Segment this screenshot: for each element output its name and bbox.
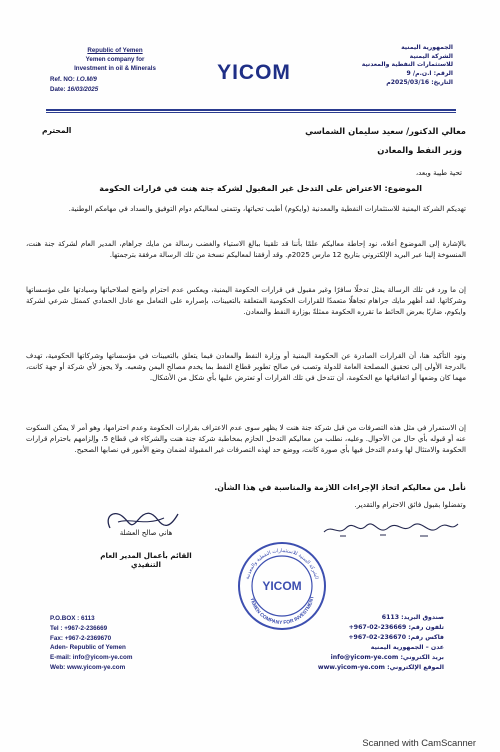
footer-email-row-en: [50, 653, 200, 663]
closing-line: وتفضلوا بقبول فائق الاحترام والتقدير.: [354, 500, 466, 509]
footer-fax-en: Fax: +967-2-2369670: [50, 634, 112, 642]
footer-email-label-ar: بريد الكتروني:: [400, 653, 444, 661]
signer-name: هاني صالح العشلة: [119, 529, 173, 537]
greeting: تحية طيبة وبعد،: [415, 168, 462, 177]
footer-web-label-en: Web:: [50, 663, 66, 671]
company-name-ar-line1: الشركة اليمنية: [409, 52, 453, 60]
scanner-watermark: Scanned with CamScanner: [362, 737, 476, 748]
date-label-en: Date:: [50, 85, 66, 93]
date-row-en: [50, 85, 180, 94]
footer-web-row-ar: [284, 663, 444, 673]
date-value-ar: 2025/03/16م: [386, 78, 430, 86]
ref-label-en: Ref. NO:: [50, 75, 75, 83]
date-label-ar: التاريخ:: [431, 78, 453, 86]
ref-row-en: [50, 75, 180, 84]
signer-title: القائم بأعمال المدير العام التنفيذي: [100, 551, 192, 569]
company-name-ar-line2: للاستثمارات النفطية والمعدنية: [361, 61, 453, 69]
footer-email-link-ar[interactable]: info@yicom-ye.com: [330, 653, 399, 661]
footer-address-ar: عدن – الجمهورية اليمنية: [370, 643, 444, 651]
paragraph-3: إن ما ورد في تلك الرسالة يمثل تدخلًا سافرًا وغير مقبول في قرارات الحكومة اليمنية، ويعكس عدم احترام واضح لصلاحياتها وسيادتها على مؤسساتها وشركاتها. لقد أظهر مايك جراهام تجاهلًا متعمدًا للقرارات الحكومية المتعلقة بالتعيينات، بإصراره على التعامل مع عادل الحمادي كممثل شرعي لشركة وايكوم، ضاربًا بعرض الحائط ما تقرره الحكومة ممثلةً بوزارة النفط والمعادن.: [26, 285, 466, 316]
footer-email-link-en[interactable]: info@yicom-ye.com: [72, 654, 133, 662]
footer-fax-label-ar: فاكس رقم:: [408, 633, 444, 641]
footer-address-en: Aden- Republic of Yemen: [50, 644, 126, 652]
paragraph-1: تهديكم الشركة اليمنية للاستثمارات النفطية والمعدنية (وايكوم) أطيب تحياتها، وتتمنى لمعاليكم دوام التوفيق والسداد في مهامكم الوطنية.: [68, 204, 466, 213]
addressee-position: وزير النفط والمعادن: [377, 145, 462, 155]
footer-contact-english: [50, 614, 200, 673]
footer-web-link-ar[interactable]: www.yicom-ye.com: [317, 663, 385, 671]
svg-text:الشركة اليمنية للاستثمارات الن: الشركة اليمنية للاستثمارات النفطية والمعدنية: [244, 547, 320, 581]
footer-tel-row-ar: [284, 623, 444, 633]
date-value-en: 16/03/2025: [67, 85, 99, 93]
svg-text:YEMEN COMPANY FOR INVESTMENT: YEMEN COMPANY FOR INVESTMENT: [248, 595, 316, 627]
company-name-en-line1: Yemen company for: [85, 56, 145, 64]
footer-email-row-ar: [284, 653, 444, 663]
footer-fax-row-ar: [284, 633, 444, 643]
footer-web-label-ar: الموقع الإلكتروني:: [387, 663, 444, 671]
footer-web-row-en: [50, 663, 200, 673]
company-name-en-line2: Investment in oil & Minerals: [74, 65, 156, 73]
footer-fax-value-ar: +967-02-236670: [348, 633, 407, 641]
date-row-ar: [333, 79, 453, 88]
footer-web-link-en[interactable]: www.yicom-ye.com: [67, 663, 126, 671]
handwritten-note: [320, 518, 462, 540]
footer-pobox-en: P.O.BOX : 6113: [50, 615, 95, 622]
country-name-ar: الجمهورية اليمنية: [401, 44, 453, 51]
ref-value-ar: ا.ن.م/ 9: [406, 70, 432, 78]
footer-tel-en: Tel : +967-2-236669: [50, 624, 108, 632]
ref-row-ar: [333, 70, 453, 79]
letterhead-arabic: [333, 44, 453, 88]
country-name-en: Republic of Yemen: [87, 47, 143, 54]
ref-label-ar: الرقم:: [433, 70, 453, 78]
logo-wordmark: YICOM: [217, 61, 291, 84]
header-divider: [46, 109, 456, 111]
addressee-name: معالي الدكتور/ سعيد سليمان الشماسي: [305, 126, 466, 136]
header-divider-thin: [46, 112, 456, 113]
request-line: نأمل من معاليكم اتخاذ الإجراءات اللازمة والمناسبة في هذا الشأن.: [214, 483, 466, 492]
subject-line: الموضوع: الاعتراض على التدخل غير المقبول لشركة جنة هنت في قرارات الحكومة: [99, 184, 422, 193]
company-logo: [212, 62, 296, 84]
svg-text:YICOM: YICOM: [262, 579, 302, 593]
footer-pobox-ar: صندوق البريد: 6113: [381, 614, 444, 621]
footer-contact-arabic: [284, 613, 444, 672]
honorific: المحترم: [42, 126, 72, 135]
paragraph-4: ونود التأكيد هنا، أن القرارات الصادرة عن الحكومة اليمنية أو وزارة النفط والمعادن فيما يتعلق بالتعيينات في مؤسساتها وشركاتها الحكومية، تهدف بالدرجة الأولى إلى تحقيق المصلحة العامة للدولة وتصب في صالح تطوير قطاع النفط بما يخدم مصالح اليمن وشعبه. ولا يجوز لأي شركة أو جهة كانت، مهما كان وضعها أو اتفاقياتها مع الحكومة، أن تتدخل في تلك القرارات أو تعترض عليها بأي شكل من الأشكال.: [26, 351, 466, 382]
ref-value-en: I.O.M/9: [76, 75, 97, 83]
paragraph-2: بالإشارة إلى الموضوع أعلاه، نود إحاطة معاليكم علمًا بأننا قد تلقينا ببالغ الاستياء والغضب رسالة من مايك جراهام، المدير العام لشركة جنة هنت، المنسوخة إلينا عبر البريد الإلكتروني بتاريخ 12 مارس 2025م. وقد أرفقنا لمعاليكم نسخة من تلك الرسالة مرفقة بترجمتها.: [26, 239, 466, 259]
footer-email-label-en: E-mail:: [50, 654, 71, 662]
letterhead-english: [50, 46, 180, 94]
footer-tel-label-ar: تلفون رقم:: [408, 623, 444, 631]
footer-tel-value-ar: +967-02-236669: [348, 623, 407, 631]
paragraph-5: إن الاستمرار في مثل هذه التصرفات من قبل شركة جنة هنت لا يظهر سوى عدم الاعتراف بقرارات الحكومة وعدم احترامها، وهو أمر لا يمكن السكوت عنه أو قبوله بأي حال من الأحوال. وعليه، نطلب من معاليكم التدخل الحازم بمخاطبة شركة جنة هنت والشركاء في قطاع 5، وإلزامهم باحترام قرارات الحكومة والامتثال لها وعدم التدخل فيها بأي صورة كانت، ووضع حد لهذه التصرفات غير المقبولة لضمان وضع الأمور في نصابها الصحيح.: [26, 423, 466, 454]
